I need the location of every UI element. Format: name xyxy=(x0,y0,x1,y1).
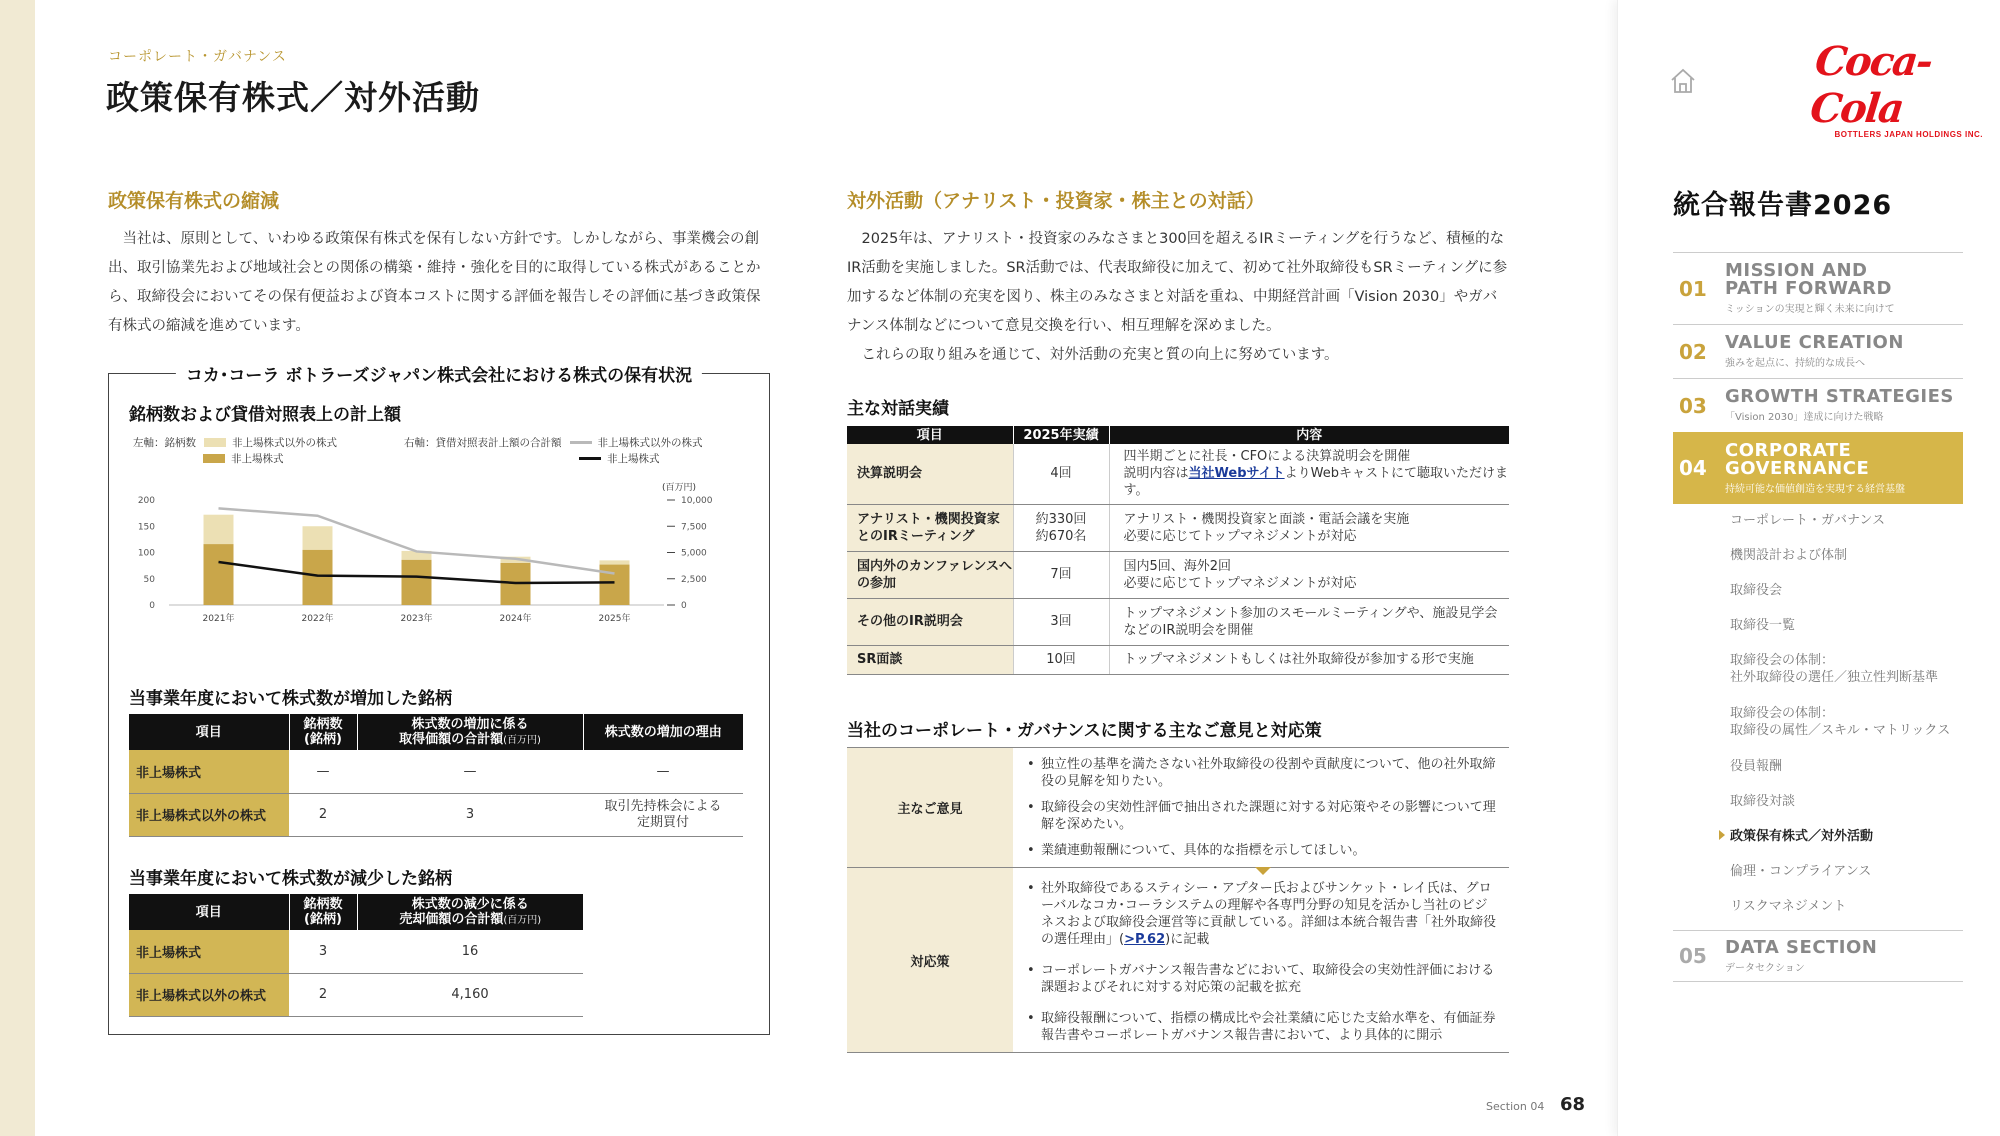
nav-sub-board[interactable]: 取締役会 xyxy=(1730,583,1783,598)
left-tick-label: 0 xyxy=(149,601,155,611)
panel-title: コカ･コーラ ボトラーズジャパン株式会社における株式の保有状況 xyxy=(176,361,702,386)
home-icon[interactable] xyxy=(1668,66,1698,96)
external-activities-heading: 対外活動（アナリスト・投資家・株主との対話） xyxy=(847,190,1265,212)
nav-section-03[interactable]: 03 GROWTH STRATEGIES 「Vision 2030」達成に向けた戦略 xyxy=(1673,378,1963,432)
nav-sub-board-skills[interactable]: 取締役会の体制： 取締役の属性／スキル・マトリックス xyxy=(1730,706,1951,738)
section-eyebrow: コーポレート・ガバナンス xyxy=(108,49,287,65)
nav-section-05[interactable]: 05 DATA SECTION データセクション xyxy=(1673,930,1963,982)
response-label: 対応策 xyxy=(847,868,1013,1052)
decrease-heading: 当事業年度において株式数が減少した銘柄 xyxy=(129,869,452,889)
chart-heading: 銘柄数および貸借対照表上の計上額 xyxy=(129,405,401,425)
shareholding-panel xyxy=(108,366,770,1035)
legend-line-unlisted xyxy=(579,457,601,460)
increase-heading: 当事業年度において株式数が増加した銘柄 xyxy=(129,689,452,709)
x-tick-label: 2022年 xyxy=(301,614,334,624)
right-tick-label: 7,500 xyxy=(681,522,707,533)
bar-unlisted-segment xyxy=(303,550,333,605)
table-row: アナリスト・機関投資家とのIRミーティング 約330回 約670名 アナリスト・機関投資家と面談・電話会議を実施 必要に応じてトップマネジメントが対応 xyxy=(847,504,1509,551)
right-tick-label: 10,000 xyxy=(681,496,713,506)
bar-other-segment xyxy=(204,515,234,544)
external-activities-paragraph: 2025年は、アナリスト・投資家のみなさまと300回を超えるIRミーティングを行うなど、積極的なIR活動を実施しました。SR活動では、代表取締役に加えて、初めて社外取締役もSRミーティングに参加するなど体制の充実を図り、株主のみなさまと対話を重ね、中期経営計画「Vision 2030」やガバナンス体制などについて意見交換を行い、相互理解を深めました。 xyxy=(847,231,1508,334)
dialog-heading: 主な対話実績 xyxy=(847,399,949,419)
table-row: 非上場株式以外の株式 2 3 取引先持株会による 定期買付 xyxy=(129,793,743,836)
right-tick-label: 2,500 xyxy=(681,574,707,585)
left-edge-strip xyxy=(0,0,35,1136)
table-row: 非上場株式 — — — xyxy=(129,750,743,793)
nav-section-01[interactable]: 01 MISSION AND PATH FORWARD ミッションの実現と輝く未来に向けて xyxy=(1673,252,1963,324)
page-title: 政策保有株式／対外活動 xyxy=(106,78,480,117)
legend-swatch-other xyxy=(204,438,226,447)
left-tick-label: 50 xyxy=(143,574,155,585)
bar-unlisted-segment xyxy=(600,565,630,605)
opinion-label: 主なご意見 xyxy=(847,748,1013,867)
right-tick-label: 5,000 xyxy=(681,548,707,559)
sidebar-nav xyxy=(1617,0,2000,1136)
nav-section-02[interactable]: 02 VALUE CREATION 強みを起点に、持続的な成長へ xyxy=(1673,324,1963,378)
increase-table: 項目 銘柄数 (銘柄) 株式数の増加に係る 取得価額の合計額(百万円) 株式数の増加の理由 非上場株式 — — — 非上場株式以外の株式 2 3 取引先持株会による 定期買付 xyxy=(129,714,743,837)
nav-sub-policy-shares[interactable]: 政策保有株式／対外活動 xyxy=(1730,828,1873,845)
external-activities-paragraph-2: これらの取り組みを通じて、対外活動の充実と質の向上に努めています。 xyxy=(861,347,1339,363)
chart-legend-left: 左軸：銘柄数 非上場株式以外の株式 非上場株式 xyxy=(133,436,337,465)
policy-shares-heading: 政策保有株式の縮減 xyxy=(108,190,280,212)
chart-legend-right: 右軸：貸借対照表計上額の合計額 非上場株式以外の株式 非上場株式 xyxy=(404,436,703,465)
bar-unlisted-segment xyxy=(204,544,234,605)
page-number: 68 xyxy=(1560,1094,1586,1115)
nav-sub-compliance[interactable]: 倫理・コンプライアンス xyxy=(1730,864,1872,879)
table-row: 決算説明会 4回 四半期ごとに社長・CFOによる決算説明会を開催 説明内容は当社WebサイトよりWebキャストにて聴取いただけます。 xyxy=(847,444,1509,504)
bar-unlisted-segment xyxy=(402,560,432,605)
x-tick-label: 2021年 xyxy=(202,614,235,624)
response-row: 対応策 • 社外取締役であるスティシー・アプター氏およびサンケット・レイ氏は、グローバルなコカ･コーラシステムの理解や各専門分野の知見を活かし当社のビジネスおよび取締役会運営等に貢献している。詳細は本統合報告書「社外取締役の選任理由」(>P.62)に記載 • コーポレートガバナンス報告書などにおいて、取締役会の実効性評価における課題およびそれに対する対応策の記載を拡充 • 取締役報酬について、指標の構成比や会社業績に応じた支給水準を、有価証券報告書やコーポレートガバナンス報告書において、より具体的に開示 xyxy=(847,868,1509,1053)
footer-section: Section 04 xyxy=(1486,1100,1545,1113)
opinion-row: 主なご意見 • 独立性の基準を満たさない社外取締役の役割や貢献度について、他の社外取締役の見解を知りたい。 • 取締役会の実効性評価で抽出された課題に対する対応策やその影響について理解を深めたい。 • 業績連動報酬について、具体的な指標を示してほしい。 xyxy=(847,747,1509,868)
bar-other-segment xyxy=(303,526,333,550)
decrease-table: 項目 銘柄数 (銘柄) 株式数の減少に係る 売却価額の合計額(百万円) 非上場株式 3 16 非上場株式以外の株式 2 4,160 xyxy=(129,894,583,1017)
legend-line-other xyxy=(570,441,592,444)
left-tick-label: 200 xyxy=(137,496,155,506)
nav-sub-directors[interactable]: 取締役一覧 xyxy=(1730,618,1796,633)
legend-swatch-unlisted xyxy=(203,454,225,463)
table-row: 国内外のカンファレンスへの参加 7回 国内5回、海外2回 必要に応じてトップマネジメントが対応 xyxy=(847,551,1509,598)
coca-cola-logo[interactable]: Coca-Cola BOTTLERS JAPAN HOLDINGS INC. xyxy=(1808,38,1983,139)
right-axis-unit: (百万円) xyxy=(661,483,697,493)
x-tick-label: 2024年 xyxy=(499,614,532,624)
nav-sub-dialogue[interactable]: 取締役対談 xyxy=(1730,794,1796,809)
x-tick-label: 2023年 xyxy=(400,614,433,624)
table-row: 非上場株式 3 16 xyxy=(129,930,583,973)
table-row: SR面談 10回 トップマネジメントもしくは社外取締役が参加する形で実施 xyxy=(847,645,1509,674)
current-arrow-icon xyxy=(1719,830,1725,840)
bar-other-segment xyxy=(600,560,630,564)
left-tick-label: 150 xyxy=(137,522,155,533)
nav-sub-organization[interactable]: 機関設計および体制 xyxy=(1730,548,1848,563)
holdings-chart xyxy=(119,470,749,655)
report-title: 統合報告書2026 xyxy=(1673,190,1893,221)
opinion-heading: 当社のコーポレート・ガバナンスに関する主なご意見と対応策 xyxy=(847,721,1322,741)
page-62-link[interactable]: >P.62 xyxy=(1124,932,1166,947)
table-row: その他のIR説明会 3回 トップマネジメント参加のスモールミーティングや、施設見学会などのIR説明会を開催 xyxy=(847,598,1509,645)
table-row: 非上場株式以外の株式 2 4,160 xyxy=(129,973,583,1016)
nav-section-04[interactable]: 04 CORPORATE GOVERNANCE 持続可能な価値創造を実現する経営基盤 xyxy=(1673,432,1963,504)
opinion-table xyxy=(847,747,1509,1053)
dialog-table: 項目 2025年実績 内容 決算説明会 4回 四半期ごとに社長・CFOによる決算説明会を開催 説明内容は当社WebサイトよりWebキャストにて聴取いただけます。 アナリスト・機関投資家とのIRミーティング 約330回 約670名 アナリスト・機関投資家と面談・電話会議を実施 必要に応じてトップマネジメントが対応 国内外のカンファレンスへの参加 7回 国内5回、海外2回 必要に応じてトップマネジメントが対応 その他のIR説明会 3回 トップマネジメント参加のスモールミーティングや、施設見学会などのIR説明会を開催 SR面談 10回 トップマネジメントもしくは社外取締役が参加する形で実施 xyxy=(847,426,1509,675)
nav-sub-remuneration[interactable]: 役員報酬 xyxy=(1730,759,1783,774)
nav-sub-governance[interactable]: コーポレート・ガバナンス xyxy=(1730,513,1885,528)
x-tick-label: 2025年 xyxy=(598,614,631,624)
left-tick-label: 100 xyxy=(137,548,155,559)
policy-shares-paragraph: 当社は、原則として、いわゆる政策保有株式を保有しない方針です。しかしながら、事業機会の創出、取引協業先および地域社会との関係の構築・維持・強化を目的に取得している株式があることから、取締役会においてその保有便益および資本コストに関する評価を報告しその評価に基づき政策保有株式の縮減を進めています。 xyxy=(108,231,761,334)
nav-sub-risk[interactable]: リスクマネジメント xyxy=(1730,899,1847,914)
company-website-link[interactable]: 当社Webサイト xyxy=(1188,466,1285,482)
right-tick-label: 0 xyxy=(681,601,687,611)
nav-sub-board-independence[interactable]: 取締役会の体制： 社外取締役の選任／独立性判断基準 xyxy=(1730,653,1939,685)
